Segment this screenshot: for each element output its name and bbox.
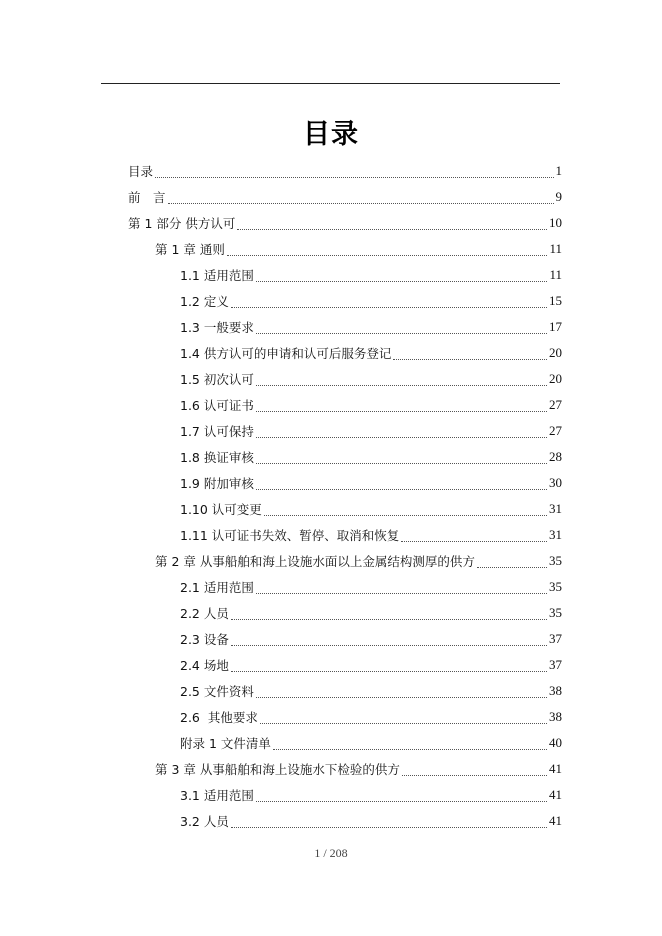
toc-entry-label: 2.1 适用范围 [180,580,254,595]
toc-entry[interactable] [155,236,562,262]
toc-leader-dots [264,505,547,516]
toc-entry-page: 15 [549,293,562,308]
toc-leader-dots [393,349,547,360]
toc-entry[interactable] [180,522,562,548]
toc-leader-dots [256,427,547,438]
header-rule [101,83,560,84]
toc-entry-label: 1.1 适用范围 [180,268,254,283]
toc-entry-page: 20 [549,371,562,386]
toc-entry-page: 31 [549,501,562,516]
toc-entry-label: 1.9 附加审核 [180,476,254,491]
toc-entry[interactable] [180,678,562,704]
toc-entry-label: 2.2 人员 [180,606,229,621]
toc-entry-page: 30 [549,475,562,490]
toc-entry-page: 41 [549,787,562,802]
toc-leader-dots [256,401,547,412]
toc-leader-dots [401,531,547,542]
toc-entry-label: 2.5 文件资料 [180,684,254,699]
toc-entry-label: 第 2 章 从事船舶和海上设施水面以上金属结构测厚的供方 [155,554,475,569]
toc-entry-label: 第 1 章 通则 [155,242,225,257]
toc-entry-label: 前 言 [128,190,166,205]
page-footer: 1 / 208 [314,846,348,860]
toc-entry-label: 1.8 换证审核 [180,450,254,465]
toc-leader-dots [231,635,547,646]
toc-entry[interactable] [180,626,562,652]
toc-entry[interactable] [180,600,562,626]
toc-entry[interactable] [180,340,562,366]
toc-entry[interactable] [180,652,562,678]
toc-entry-label: 1.11 认可证书失效、暂停、取消和恢复 [180,528,400,543]
toc-entry-label: 1.2 定义 [180,294,229,309]
toc-entry-page: 17 [549,319,562,334]
toc-entry-label: 1.10 认可变更 [180,502,262,517]
toc-leader-dots [231,297,547,308]
toc-entry-label: 2.6 其他要求 [180,710,258,725]
toc-leader-dots [256,323,547,334]
toc-entry-page: 35 [549,553,562,568]
toc-entry-label: 1.5 初次认可 [180,372,254,387]
toc-leader-dots [273,739,547,750]
toc-entry[interactable] [180,392,562,418]
toc-entry-label: 3.1 适用范围 [180,788,254,803]
toc-entry-label: 1.3 一般要求 [180,320,254,335]
toc-entry-page: 38 [549,683,562,698]
toc-entry[interactable] [180,704,562,730]
toc-entry-page: 38 [549,709,562,724]
toc-entry-label: 第 3 章 从事船舶和海上设施水下检验的供方 [155,762,400,777]
toc-entry-label: 第 1 部分 供方认可 [128,216,236,231]
toc-entry-page: 9 [555,189,562,204]
toc-leader-dots [155,167,553,178]
toc-entry-label: 3.2 人员 [180,814,229,829]
toc-leader-dots [231,661,547,672]
toc-entry-page: 41 [549,761,562,776]
toc-leader-dots [256,375,547,386]
toc-entry[interactable] [128,210,562,236]
toc-entry[interactable] [180,444,562,470]
toc-entry[interactable] [128,184,562,210]
toc-entry[interactable] [155,548,562,574]
toc-entry-page: 11 [549,267,562,282]
toc-leader-dots [256,453,547,464]
toc-entry-label: 目录 [128,164,154,179]
toc-leader-dots [256,583,547,594]
toc-entry-page: 10 [549,215,562,230]
toc-entry-page: 20 [549,345,562,360]
toc-leader-dots [227,245,548,256]
toc-entry[interactable] [180,366,562,392]
toc-entry[interactable] [180,496,562,522]
toc-entry[interactable] [180,288,562,314]
toc-entry-label: 1.4 供方认可的申请和认可后服务登记 [180,346,392,361]
toc-entry-page: 31 [549,527,562,542]
toc-entry-label: 2.4 场地 [180,658,229,673]
toc-entry[interactable] [180,782,562,808]
toc-entry-label: 1.6 认可证书 [180,398,254,413]
toc-entry-page: 28 [549,449,562,464]
toc-entry-page: 37 [549,657,562,672]
toc-leader-dots [168,193,554,204]
toc-entry-page: 35 [549,605,562,620]
toc-leader-dots [256,479,547,490]
toc-leader-dots [231,609,547,620]
toc-entry-page: 37 [549,631,562,646]
toc-entry[interactable] [128,158,562,184]
toc-entry-page: 27 [549,397,562,412]
toc-entry[interactable] [180,314,562,340]
toc-entry-label: 附录 1 文件清单 [180,736,271,751]
page-title: 目录 [303,119,359,150]
toc-entry-page: 40 [549,735,562,750]
toc-entry-page: 11 [549,241,562,256]
toc-entry-label: 1.7 认可保持 [180,424,254,439]
toc-entry[interactable] [180,808,562,834]
toc-entry-label: 2.3 设备 [180,632,229,647]
toc-leader-dots [477,557,547,568]
toc-entry-page: 41 [549,813,562,828]
toc-entry[interactable] [180,470,562,496]
toc-entry[interactable] [180,574,562,600]
toc-leader-dots [260,713,547,724]
toc-leader-dots [402,765,547,776]
toc-entry[interactable] [180,418,562,444]
toc-entry-page: 35 [549,579,562,594]
toc-leader-dots [237,219,547,230]
toc-leader-dots [256,687,547,698]
toc-entry[interactable] [180,262,562,288]
toc-entry-page: 27 [549,423,562,438]
toc-entry-page: 1 [555,163,562,178]
toc-leader-dots [231,817,547,828]
toc-leader-dots [256,271,548,282]
toc-entry[interactable] [155,756,562,782]
toc-leader-dots [256,791,547,802]
toc-entry[interactable] [180,730,562,756]
